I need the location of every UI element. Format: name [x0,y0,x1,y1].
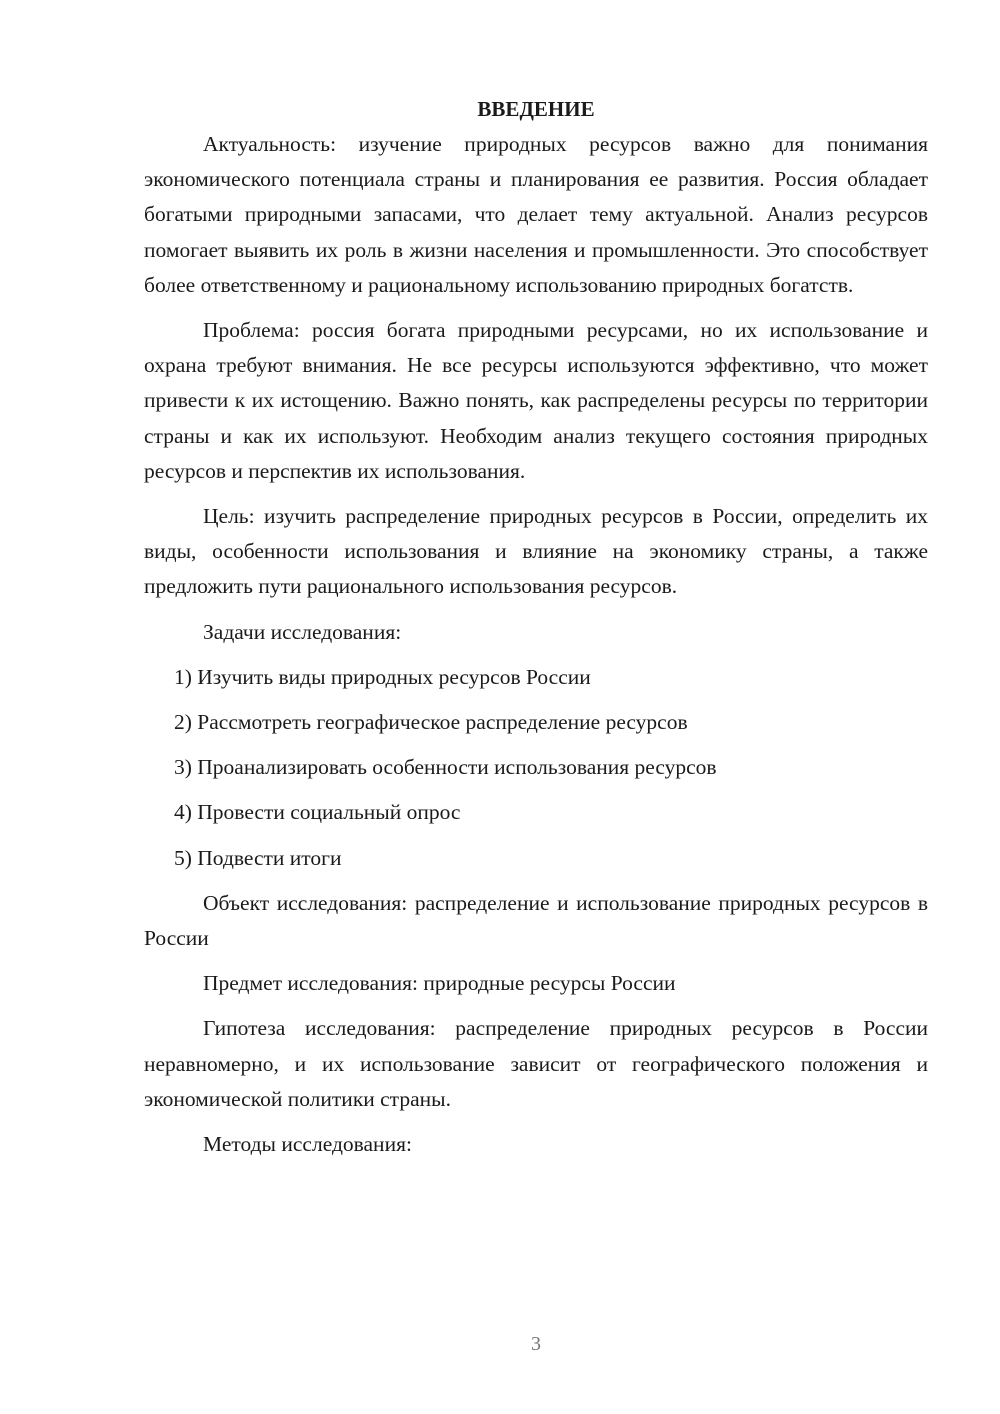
page-title: ВВЕДЕНИЕ [477,97,595,121]
list-item: 3) Проанализировать особенности использования ресурсов [174,755,717,780]
paragraph-goal: Цель: изучить распределение природных ресурсов в России, определить их виды, особенности использования и влияние на экономику страны, а также предложить пути рационального использования ресурсов. [144,504,928,599]
list-item: 4) Провести социальный опрос [174,800,461,825]
paragraph-object: Объект исследования: распределение и использование природных ресурсов в России [144,890,928,951]
paragraph-hypothesis: Гипотеза исследования: распределение природных ресурсов в России неравномерно, и их использование зависит от географического положения и экономической политики страны. [144,1016,928,1111]
list-item: 2) Рассмотреть географическое распределение ресурсов [174,710,688,735]
paragraph-subject: Предмет исследования: природные ресурсы России [203,971,676,996]
page-number: 3 [531,1333,541,1355]
list-item: 1) Изучить виды природных ресурсов России [174,664,591,689]
paragraph-problem: Проблема: россия богата природными ресурсами, но их использование и охрана требуют внимания. Не все ресурсы используются эффективно, что может привести к их истощению. Важно понять, как распределены ресурсы по территории страны и как их используют. Необходим анализ текущего состояния природных ресурсов и перспектив их использования. [144,318,928,483]
tasks-heading: Задачи исследования: [203,619,402,644]
paragraph-methods: Методы исследования: [203,1132,412,1157]
list-item: 5) Подвести итоги [174,845,342,870]
paragraph-relevance: Актуальность: изучение природных ресурсов важно для понимания экономического потенциала страны и планирования ее развития. Россия обладает богатыми природными запасами, что делает тему актуальной. Анализ ресурсов помогает выявить их роль в жизни населения и промышленности. Это способствует более ответственному и рациональному использованию природных богатств. [144,132,928,297]
tasks-list [144,660,928,876]
document-page [144,92,928,1172]
